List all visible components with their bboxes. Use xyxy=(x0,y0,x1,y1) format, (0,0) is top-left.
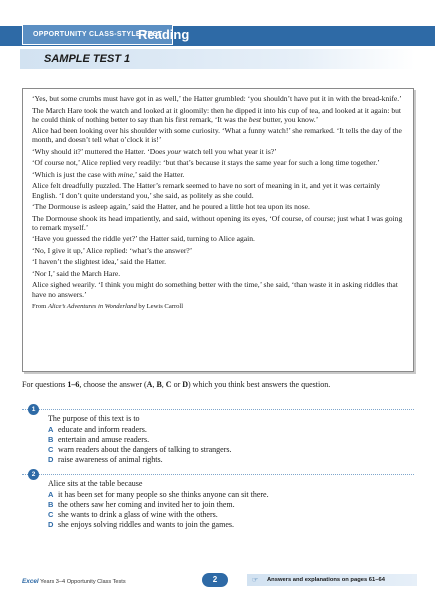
text-run: Alice had been looking over his shoulder with some curiosity. ‘What a funny watch!’ she remarked. ‘It tells the day of the month, and doesn’t tell what o’clock it is!’ xyxy=(32,126,402,145)
option-letter: B xyxy=(48,435,54,444)
option-letter: D xyxy=(48,455,54,464)
source-title: Alice’s Adventures in Wonderland xyxy=(47,302,137,310)
option-letter: B xyxy=(48,500,54,509)
footer-brand: Excel xyxy=(22,578,39,585)
footer-series xyxy=(22,578,126,585)
passage-paragraph xyxy=(32,257,404,266)
passage-paragraph xyxy=(32,202,404,211)
pointing-hand-icon: ☞ xyxy=(252,576,259,584)
question-divider xyxy=(22,474,414,475)
passage-paragraph xyxy=(32,147,404,156)
option-letter: C xyxy=(48,445,54,454)
passage-paragraph xyxy=(32,234,404,243)
emphasis-text: mine xyxy=(118,169,133,179)
option-text: educate and inform readers. xyxy=(58,425,147,434)
bold-text: D xyxy=(182,380,189,389)
option-text: raise awareness of animal rights. xyxy=(58,455,163,464)
text-run: ‘The Dormouse is asleep again,’ said the Hatter, and he poured a little hot tea upon its nose. xyxy=(32,202,310,212)
question-number-badge: 2 xyxy=(28,469,39,480)
question-instructions xyxy=(22,380,414,390)
text-run: ‘I haven’t the slightest idea,’ said the Hatter. xyxy=(32,257,167,267)
text-run: , xyxy=(161,380,166,389)
passage-paragraph xyxy=(32,170,404,179)
answer-options xyxy=(48,425,232,465)
option-letter: A xyxy=(48,490,54,499)
answer-option-c[interactable] xyxy=(48,445,232,455)
text-run: , choose the answer ( xyxy=(79,380,147,389)
bold-text: 1–6 xyxy=(67,380,80,389)
answer-option-a[interactable] xyxy=(48,425,232,435)
answer-option-b[interactable] xyxy=(48,435,232,445)
answer-option-d[interactable] xyxy=(48,455,232,465)
passage-source xyxy=(32,302,404,311)
answer-option-d[interactable] xyxy=(48,520,269,530)
answer-option-b[interactable] xyxy=(48,500,269,510)
passage-paragraph xyxy=(32,126,404,144)
option-text: warn readers about the dangers of talking to strangers. xyxy=(58,445,232,454)
question-stem: Alice sits at the table because xyxy=(48,479,143,488)
page-footer xyxy=(0,568,435,600)
text-run: , xyxy=(152,380,157,389)
answer-option-a[interactable] xyxy=(48,490,269,500)
bold-text: B xyxy=(156,380,162,389)
text-run: ‘Of course not,’ Alice replied very readily: ‘but that’s because it stays the same year for such a long time together.’ xyxy=(32,158,380,168)
passage-paragraph xyxy=(32,280,404,298)
question-stem: The purpose of this text is to xyxy=(48,414,140,423)
text-run: The Dormouse shook its head impatiently, and said, without opening its eyes, ‘Of course, of course; just what I was going to remark myself.’ xyxy=(32,213,403,232)
text-run: ‘Yes, but some crumbs must have got in as well,’ the Hatter grumbled: ‘you shouldn’t have put it in with the bread-knife.’ xyxy=(32,94,402,103)
passage-paragraph xyxy=(32,94,404,103)
answer-options xyxy=(48,490,269,530)
text-run: ‘Why should it?’ muttered the Hatter. ‘Does xyxy=(32,146,168,156)
footer-series-text: Years 3–4 Opportunity Class Tests xyxy=(38,579,126,585)
passage-paragraph xyxy=(32,246,404,255)
text-run: ‘No, I give it up,’ Alice replied: ‘what’s the answer?’ xyxy=(32,245,193,255)
header-tab-label: OPPORTUNITY CLASS-STYLE TEST xyxy=(22,24,173,45)
passage-paragraph xyxy=(32,158,404,167)
text-run: butter, you know.’ xyxy=(261,114,319,124)
source-suffix: by Lewis Carroll xyxy=(136,302,184,310)
source-prefix: From xyxy=(32,302,48,310)
passage-paragraph xyxy=(32,106,404,124)
answers-note xyxy=(247,574,417,586)
section-title: SAMPLE TEST 1 xyxy=(44,53,131,65)
text-run: ‘Nor I,’ said the March Hare. xyxy=(32,268,121,278)
option-text: she enjoys solving riddles and wants to join the games. xyxy=(58,520,234,529)
answer-option-c[interactable] xyxy=(48,510,269,520)
passage-body xyxy=(32,94,404,299)
page-header xyxy=(0,0,435,50)
bold-text: A xyxy=(146,380,153,389)
subject-title: Reading xyxy=(138,27,190,42)
option-letter: C xyxy=(48,510,54,519)
text-run: Alice sighed wearily. ‘I think you might do something better with the time,’ she said, ‘than waste it in asking riddles that have no answers.’ xyxy=(32,280,398,299)
passage-paragraph xyxy=(32,214,404,232)
option-letter: D xyxy=(48,520,54,529)
text-run: ) which you think best answers the question. xyxy=(188,380,331,389)
passage-paragraph xyxy=(32,181,404,199)
passage-paragraph xyxy=(32,269,404,278)
option-text: she wants to drink a glass of wine with the others. xyxy=(58,510,218,519)
text-run: ‘Which is just the case with xyxy=(32,169,119,179)
emphasis-text: your xyxy=(167,146,182,156)
option-letter: A xyxy=(48,425,54,434)
text-run: ‘Have you guessed the riddle yet?’ the Hatter said, turning to Alice again. xyxy=(32,234,255,244)
question-divider xyxy=(22,409,414,410)
bold-text: C xyxy=(165,380,172,389)
text-run: watch tell you what year it is?’ xyxy=(181,146,277,156)
answers-note-text: Answers and explanations on pages 61–64 xyxy=(267,577,385,583)
reading-passage xyxy=(22,88,414,372)
option-text: it has been set for many people so she thinks anyone can sit there. xyxy=(58,490,269,499)
text-run: Alice felt dreadfully puzzled. The Hatter’s remark seemed to have no sort of meaning in it, and yet it was certainly English. ‘I don’t quite understand you,’ she said, as politely as she could. xyxy=(32,181,381,200)
text-run: The March Hare took the watch and looked at it gloomily: then he dipped it into his cup of tea, and looked at it again: but he could think of nothing better to say than his first remark, ‘It was the xyxy=(32,105,402,124)
text-run: ,’ said the Hatter. xyxy=(132,169,185,179)
page-number: 2 xyxy=(202,573,228,587)
option-text: the others saw her coming and invited her to join them. xyxy=(58,500,235,509)
question-number-badge: 1 xyxy=(28,404,39,415)
text-run: For questions xyxy=(22,380,68,389)
text-run: or xyxy=(171,380,183,389)
option-text: entertain and amuse readers. xyxy=(58,435,150,444)
emphasis-text: best xyxy=(248,114,262,124)
